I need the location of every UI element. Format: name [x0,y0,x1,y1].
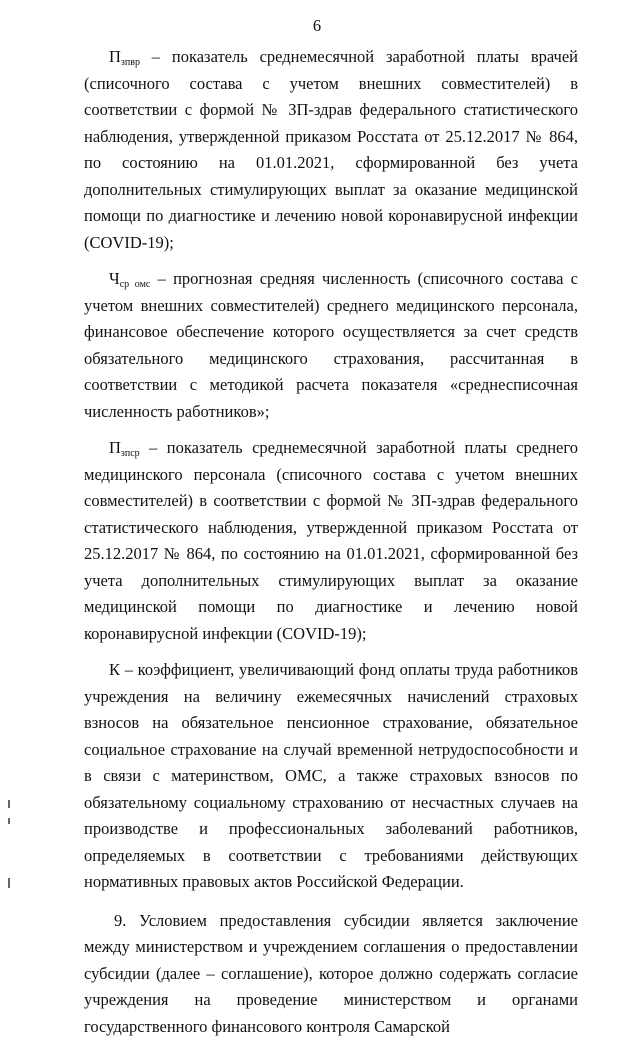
scan-artifact [8,800,10,808]
formula-symbol: $П_{зпср}$ [109,438,140,459]
paragraph-text: – показатель среднемесячной заработной платы врачей (списочного состава с учетом внешних совместителей) в соответствии с формой № ЗП-здрав федерального статистического наблюдения, утвержденной приказом Росстата от 25.12.2017 № 864, по состоянию на 01.01.2021, сформированной без учета дополнительных стимулирующих выплат за оказание медицинской помощи по диагностике и лечению новой коронавирусной инфекции (COVID-19); [84,47,578,252]
paragraph-zpsr [84,435,578,647]
paragraph-text: – коэффициент, увеличивающий фонд оплаты труда работников учреждения на величину ежемесячных начислений страховых взносов на обязательное пенсионное страхование, обязательное социальное страхование на случай временной нетрудоспособности и в связи с материнством, ОМС, а также страховых взносов по обязательному социальному страхованию от несчастных случаев на производстве и профессиональных заболеваний работников, определяемых в соответствии с требованиями действующих нормативных правовых актов Российской Федерации. [84,660,578,891]
formula-symbol: К [109,660,121,679]
formula-symbol: $Ч_{ср омс}$ [109,269,151,290]
scan-artifact [8,878,10,888]
paragraph-zpvr [84,44,578,256]
page-number: 6 [312,16,322,35]
paragraph-k [84,657,578,896]
document-body [84,44,578,1050]
paragraph-text: – показатель среднемесячной заработной платы среднего медицинского персонала (списочного состава с учетом внешних совместителей) в соответствии с формой № ЗП-здрав федерального статистического наблюдения, утвержденной приказом Росстата от 25.12.2017 № 864, по состоянию на 01.01.2021, сформированной без учета дополнительных стимулирующих выплат за оказание медицинской помощи по диагностике и лечению новой коронавирусной инфекции (COVID-19); [84,438,578,643]
paragraph-text: – прогнозная средняя численность (списочного состава с учетом внешних совместителей) среднего медицинского персонала, финансовое обеспечение которого осуществляется за счет средств обязательного медицинского страхования, рассчитанная в соответствии с методикой расчета показателя «среднесписочная численность работников»; [84,269,578,421]
paragraph-chsr-oms [84,266,578,425]
clause-9: 9. Условием предоставления субсидии является заключение между министерством и учреждением соглашения о предоставлении субсидии (далее – соглашение), которое должно содержать согласие учреждения на проведение министерством и органами государственного финансового контроля Самарской [84,910,578,1036]
formula-symbol: $П_{зпвр}$ [109,47,140,68]
scan-artifact [8,818,10,824]
